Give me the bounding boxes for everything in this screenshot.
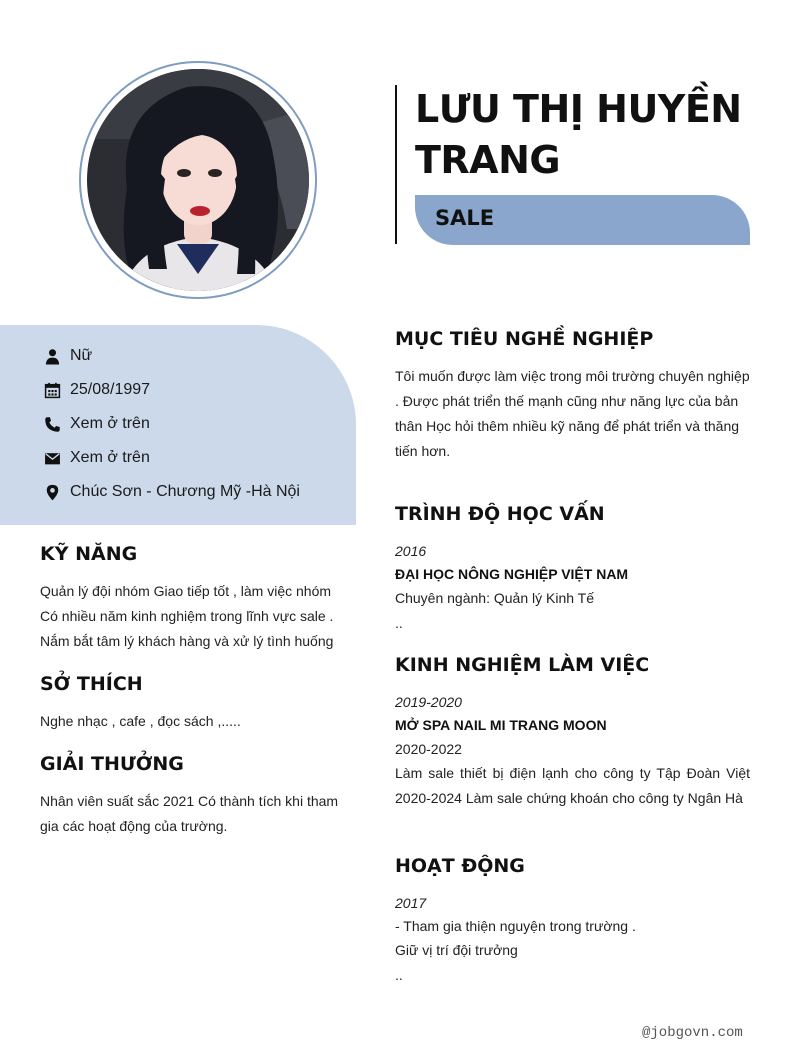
hobbies-title: SỞ THÍCH <box>40 673 143 695</box>
education-major: Chuyên ngành: Quản lý Kinh Tế <box>395 590 594 606</box>
calendar-icon <box>42 380 62 400</box>
location-pin-icon <box>42 482 62 502</box>
avatar-photo <box>87 69 309 291</box>
skill-item: Nắm bắt tâm lý khách hàng và xử lý tình huống <box>40 633 334 649</box>
contact-email <box>42 446 150 470</box>
experience-year: 2019-2020 <box>395 694 462 710</box>
education-title: TRÌNH ĐỘ HỌC VẤN <box>395 503 605 525</box>
footer-watermark[interactable]: @jobgovn.com <box>642 1025 743 1041</box>
position-tag <box>415 195 750 245</box>
education-school: ĐẠI HỌC NÔNG NGHIỆP VIỆT NAM <box>395 566 629 582</box>
phone-value: Xem ở trên <box>70 415 150 432</box>
header-divider <box>395 85 397 244</box>
experience-description: Làm sale thiết bị điện lạnh cho công ty Tập Đoàn Việt 2020-2024 Làm sale chứng khoán cho công ty Ngân Hà <box>395 765 750 806</box>
hobbies-text: Nghe nhạc , cafe , đọc sách ,..... <box>40 713 241 729</box>
objective-text: Tôi muốn được làm việc trong môi trường chuyên nghiệp . Được phát triển thế mạnh cũng như năng lực của bản thân Học hỏi thêm nhiều kỹ năng để phát triển và thăng tiến hơn. <box>395 368 750 459</box>
phone-icon <box>42 414 62 434</box>
awards-title: GIẢI THƯỞNG <box>40 753 184 775</box>
full-name: LƯU THỊ HUYỀN TRANG <box>415 87 742 182</box>
activities-extra: .. <box>395 967 403 983</box>
objective-title: MỤC TIÊU NGHỀ NGHIỆP <box>395 328 654 350</box>
person-icon <box>42 346 62 366</box>
awards-text: Nhân viên suất sắc 2021 Có thành tích khi tham gia các hoạt động của trường. <box>40 793 339 834</box>
activities-line: Giữ vị trí đội trưởng <box>395 942 518 958</box>
experience-period: 2020-2022 <box>395 741 462 757</box>
gender-value: Nữ <box>70 347 93 364</box>
skills-title: KỸ NĂNG <box>40 543 138 565</box>
contact-phone <box>42 412 150 436</box>
contact-address <box>42 480 300 504</box>
activities-line: - Tham gia thiện nguyện trong trường . <box>395 918 636 934</box>
position-title: SALE <box>435 206 495 230</box>
experience-title: KINH NGHIỆM LÀM VIỆC <box>395 654 650 676</box>
contact-gender <box>42 344 92 368</box>
activities-year: 2017 <box>395 895 427 911</box>
avatar <box>87 69 309 291</box>
contact-birthday <box>42 378 150 402</box>
skill-item: Có nhiều năm kinh nghiệm trong lĩnh vực sale . <box>40 608 334 624</box>
address-value: Chúc Sơn - Chương Mỹ -Hà Nội <box>70 483 300 500</box>
skill-item: Quản lý đội nhóm Giao tiếp tốt , làm việc nhóm <box>40 583 332 599</box>
birthday-value: 25/08/1997 <box>70 381 151 398</box>
education-year: 2016 <box>395 543 427 559</box>
skills-list <box>40 579 350 654</box>
mail-icon <box>42 448 62 468</box>
activities-title: HOẠT ĐỘNG <box>395 855 525 877</box>
email-value: Xem ở trên <box>70 449 150 466</box>
education-extra: .. <box>395 615 403 631</box>
experience-company: MỞ SPA NAIL MI TRANG MOON <box>395 717 607 733</box>
